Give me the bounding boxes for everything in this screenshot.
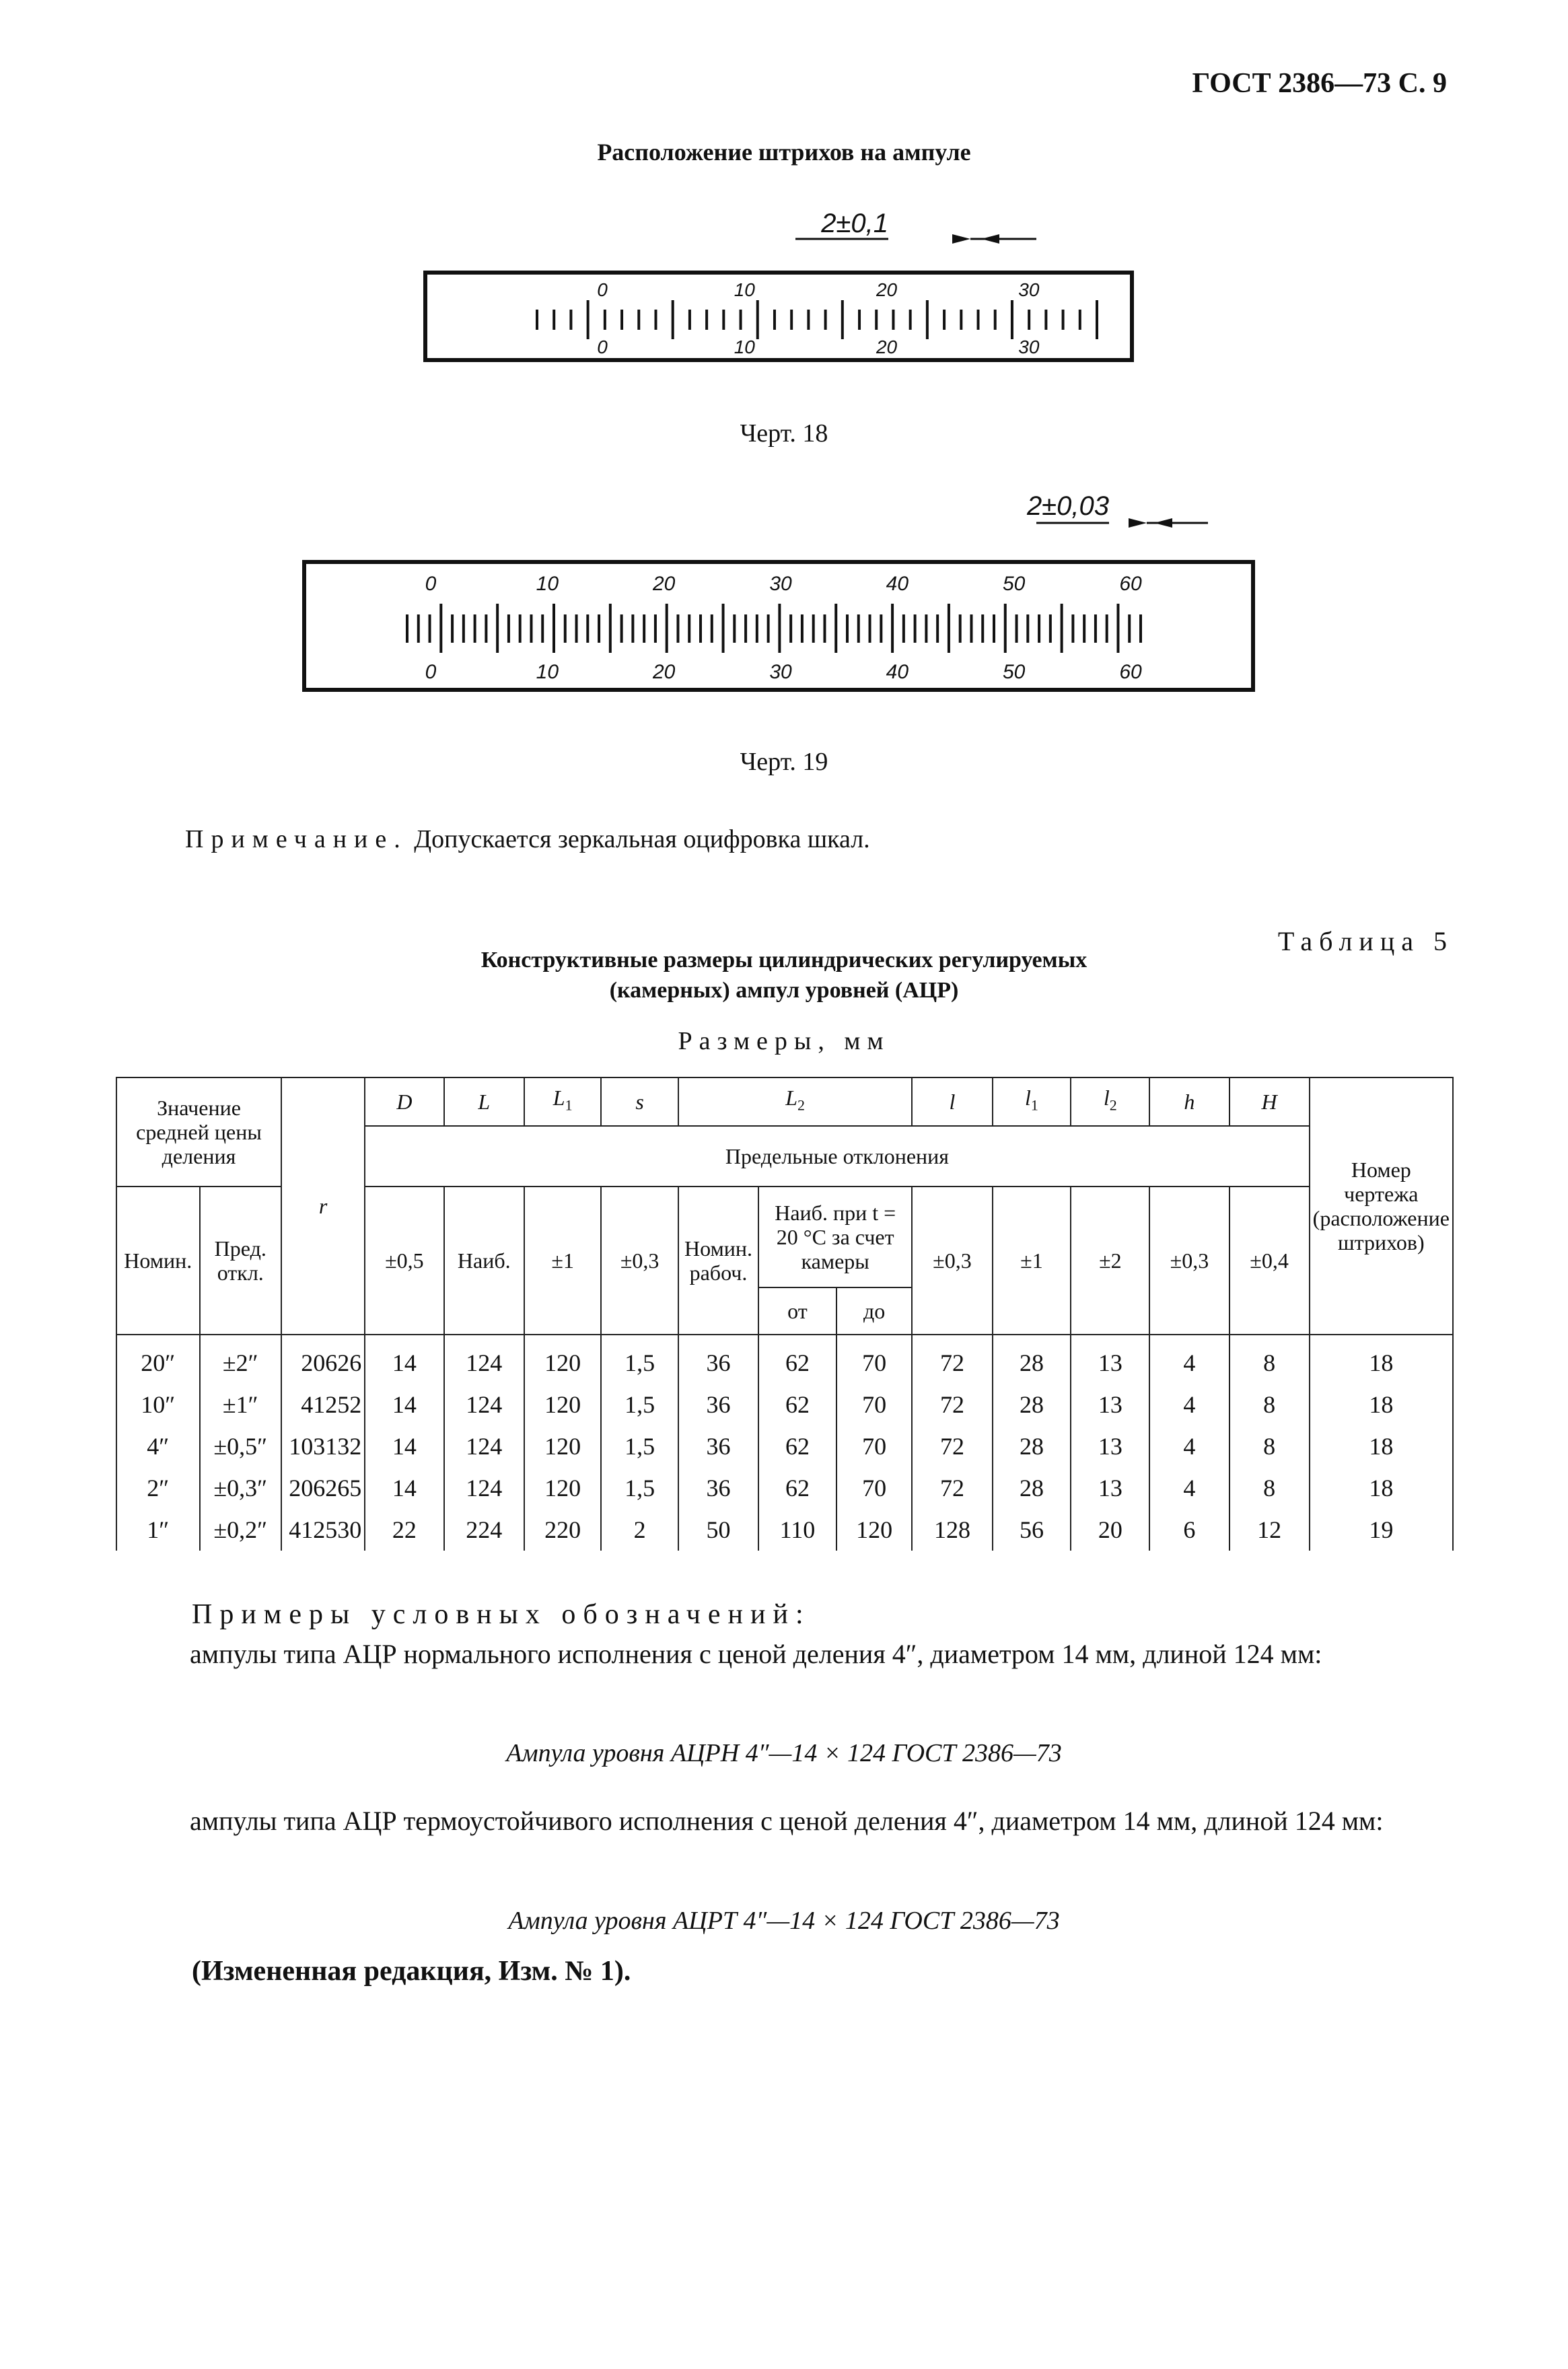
header-L1: $L_1$ bbox=[524, 1077, 601, 1126]
figure-18-drawing bbox=[417, 202, 1144, 370]
table-cell: 124 bbox=[444, 1335, 524, 1384]
table-cell: 13 bbox=[1071, 1425, 1149, 1467]
table-cell: 62 bbox=[758, 1425, 836, 1467]
figure-18-top-number: 30 bbox=[1018, 279, 1040, 300]
table-cell: ±0,3″ bbox=[200, 1467, 281, 1509]
table-cell: 8 bbox=[1230, 1384, 1310, 1425]
figure-19-bottom-number: 20 bbox=[652, 661, 676, 683]
header-dev-D: ±0,5 bbox=[365, 1187, 443, 1335]
table-cell: 206265 bbox=[281, 1467, 365, 1509]
header-H: H bbox=[1230, 1077, 1310, 1126]
table-cell: 128 bbox=[912, 1509, 992, 1551]
header-nominal: Номин. bbox=[116, 1187, 200, 1335]
table-row bbox=[116, 1384, 1453, 1425]
figure-19-bottom-number: 30 bbox=[769, 661, 792, 683]
arrow-left-icon bbox=[981, 234, 999, 244]
figure-19-top-number: 30 bbox=[769, 573, 792, 595]
figure-19-bottom-number: 50 bbox=[1002, 661, 1026, 683]
table-cell: 1,5 bbox=[601, 1425, 678, 1467]
table-cell: 8 bbox=[1230, 1467, 1310, 1509]
table-cell: 56 bbox=[993, 1509, 1071, 1551]
figure-19-top-number: 60 bbox=[1119, 573, 1142, 595]
table-cell: 19 bbox=[1310, 1509, 1453, 1551]
example-2-designation: Ампула уровня АЦРТ 4″—14 × 124 ГОСТ 2386—73 bbox=[508, 1907, 1060, 1935]
table-cell: 120 bbox=[524, 1384, 601, 1425]
table-cell: 412530 bbox=[281, 1509, 365, 1551]
header-to: до bbox=[836, 1287, 912, 1335]
table-cell: 41252 bbox=[281, 1384, 365, 1425]
table-cell: 72 bbox=[912, 1425, 992, 1467]
table-cell: 4 bbox=[1149, 1425, 1229, 1467]
table-number: Таблица 5 bbox=[1277, 926, 1454, 956]
figure-18-top-number: 0 bbox=[597, 279, 608, 300]
table-title-line-1: Конструктивные размеры цилиндрических регулируемых bbox=[480, 948, 1088, 973]
table-cell: 2″ bbox=[116, 1467, 200, 1509]
header-l2: $l_2$ bbox=[1071, 1077, 1149, 1126]
figure-18-top-number: 20 bbox=[876, 279, 898, 300]
figure-18-bottom-number: 20 bbox=[876, 337, 898, 357]
table-cell: 124 bbox=[444, 1425, 524, 1467]
figure-19-bottom-number: 0 bbox=[425, 661, 437, 683]
arrow-right-icon bbox=[1129, 518, 1147, 528]
figure-18-top-number: 10 bbox=[734, 279, 755, 300]
figure-19-top-number: 40 bbox=[886, 573, 909, 595]
header-L2: $L_2$ bbox=[678, 1077, 912, 1126]
table-cell: 14 bbox=[365, 1467, 443, 1509]
table-cell: 1,5 bbox=[601, 1467, 678, 1509]
table-cell: 120 bbox=[836, 1509, 912, 1551]
figure-19-caption: Черт. 19 bbox=[740, 748, 828, 776]
table-cell: 124 bbox=[444, 1467, 524, 1509]
table-cell: 4″ bbox=[116, 1425, 200, 1467]
table-cell: 14 bbox=[365, 1335, 443, 1384]
table-cell: ±2″ bbox=[200, 1335, 281, 1384]
table-cell: 28 bbox=[993, 1425, 1071, 1467]
figure-18-bottom-number: 0 bbox=[597, 337, 608, 357]
arrow-right-icon bbox=[952, 234, 970, 244]
header-h: h bbox=[1149, 1077, 1229, 1126]
example-1-text: ампулы типа АЦР нормального исполнения с ценой деления 4″, диаметром 14 мм, длиной 124 мм: bbox=[190, 1639, 1322, 1669]
table-cell: 14 bbox=[365, 1425, 443, 1467]
table-cell: 2 bbox=[601, 1509, 678, 1551]
table-cell: 28 bbox=[993, 1384, 1071, 1425]
table-cell: 13 bbox=[1071, 1335, 1149, 1384]
header-dev-h: ±0,3 bbox=[1149, 1187, 1229, 1335]
figure-19-top-number: 0 bbox=[425, 573, 437, 595]
table-cell: 4 bbox=[1149, 1467, 1229, 1509]
header-D: D bbox=[365, 1077, 443, 1126]
table-cell: ±1″ bbox=[200, 1384, 281, 1425]
header-limit-deviations: Предельные отклонения bbox=[365, 1126, 1309, 1187]
table-cell: 14 bbox=[365, 1384, 443, 1425]
arrow-left-icon bbox=[1154, 518, 1172, 528]
figure-18-title: Расположение штрихов на ампуле bbox=[597, 139, 971, 166]
table-cell: 72 bbox=[912, 1384, 992, 1425]
table-cell: 70 bbox=[836, 1425, 912, 1467]
header-dev-s: ±0,3 bbox=[601, 1187, 678, 1335]
table-cell: 13 bbox=[1071, 1467, 1149, 1509]
edited-note: (Измененная редакция, Изм. № 1). bbox=[192, 1956, 631, 1987]
header-dev-L: Наиб. bbox=[444, 1187, 524, 1335]
figure-18-caption: Черт. 18 bbox=[740, 419, 828, 448]
table-cell: 120 bbox=[524, 1467, 601, 1509]
table-row bbox=[116, 1467, 1453, 1509]
table-cell: ±0,2″ bbox=[200, 1509, 281, 1551]
table-cell: 62 bbox=[758, 1384, 836, 1425]
figure-18-bottom-number: 30 bbox=[1018, 337, 1040, 357]
figure-19-bottom-number: 60 bbox=[1119, 661, 1142, 683]
example-2-text: ампулы типа АЦР термоустойчивого исполнения с ценой деления 4″, диаметром 14 мм, длиной 124 мм: bbox=[190, 1806, 1384, 1836]
header-s: s bbox=[601, 1077, 678, 1126]
figure-18-bottom-number: 10 bbox=[734, 337, 755, 357]
table-cell: 50 bbox=[678, 1509, 758, 1551]
table-cell: 10″ bbox=[116, 1384, 200, 1425]
header-division-value: Значение средней цены деления bbox=[116, 1077, 281, 1187]
table-cell: 28 bbox=[993, 1467, 1071, 1509]
header-L2-max: Наиб. при t = 20 °С за счет камеры bbox=[758, 1187, 912, 1287]
header-l1: $l_1$ bbox=[993, 1077, 1071, 1126]
header-dev-l2: ±2 bbox=[1071, 1187, 1149, 1335]
table-cell: 28 bbox=[993, 1335, 1071, 1384]
table-cell: 62 bbox=[758, 1335, 836, 1384]
table-units: Размеры, мм bbox=[678, 1027, 890, 1055]
table-cell: 6 bbox=[1149, 1509, 1229, 1551]
figure-18-tolerance: 2±0,1 bbox=[821, 209, 888, 238]
note-text: Допускается зеркальная оцифровка шкал. bbox=[414, 825, 870, 853]
table-cell: 8 bbox=[1230, 1335, 1310, 1384]
header-l: l bbox=[912, 1077, 992, 1126]
note bbox=[185, 824, 870, 854]
table-cell: 220 bbox=[524, 1509, 601, 1551]
header-drawing-number: Номер чертежа (расположение штрихов) bbox=[1310, 1077, 1453, 1335]
table-cell: 103132 bbox=[281, 1425, 365, 1467]
table-cell: 13 bbox=[1071, 1384, 1149, 1425]
figure-19-top-number: 50 bbox=[1002, 573, 1026, 595]
table-cell: 1″ bbox=[116, 1509, 200, 1551]
table-cell: 110 bbox=[758, 1509, 836, 1551]
table-cell: 4 bbox=[1149, 1335, 1229, 1384]
table-cell: 36 bbox=[678, 1335, 758, 1384]
table-cell: 70 bbox=[836, 1467, 912, 1509]
table-cell: 20 bbox=[1071, 1509, 1149, 1551]
table-cell: 36 bbox=[678, 1384, 758, 1425]
header-dev-l: ±0,3 bbox=[912, 1187, 992, 1335]
table-cell: 20626 bbox=[281, 1335, 365, 1384]
table-cell: 72 bbox=[912, 1335, 992, 1384]
table-cell: 36 bbox=[678, 1467, 758, 1509]
table-row bbox=[116, 1425, 1453, 1467]
table-cell: 1,5 bbox=[601, 1384, 678, 1425]
table-cell: 224 bbox=[444, 1509, 524, 1551]
note-label: Примечание. bbox=[185, 825, 408, 853]
table-cell: 8 bbox=[1230, 1425, 1310, 1467]
header-limit-deviation: Пред. откл. bbox=[200, 1187, 281, 1335]
header-dev-H: ±0,4 bbox=[1230, 1187, 1310, 1335]
figure-19-tolerance: 2±0,03 bbox=[1026, 491, 1109, 521]
table-cell: 20″ bbox=[116, 1335, 200, 1384]
table-cell: 120 bbox=[524, 1335, 601, 1384]
table-cell: 36 bbox=[678, 1425, 758, 1467]
figure-19-drawing bbox=[296, 488, 1265, 703]
table-cell: 18 bbox=[1310, 1384, 1453, 1425]
table-cell: ±0,5″ bbox=[200, 1425, 281, 1467]
example-1-designation: Ампула уровня АЦРН 4″—14 × 124 ГОСТ 2386—73 bbox=[506, 1739, 1062, 1767]
table-cell: 18 bbox=[1310, 1335, 1453, 1384]
table-cell: 120 bbox=[524, 1425, 601, 1467]
table-row bbox=[116, 1335, 1453, 1384]
table-cell: 22 bbox=[365, 1509, 443, 1551]
figure-19-bottom-number: 10 bbox=[536, 661, 559, 683]
figure-19-top-number: 20 bbox=[652, 573, 676, 595]
table-cell: 124 bbox=[444, 1384, 524, 1425]
figure-19-bottom-number: 40 bbox=[886, 661, 909, 683]
table-cell: 70 bbox=[836, 1384, 912, 1425]
table-title-line-2: (камерных) ампул уровней (АЦР) bbox=[609, 978, 959, 1003]
table-cell: 18 bbox=[1310, 1467, 1453, 1509]
table-cell: 18 bbox=[1310, 1425, 1453, 1467]
header-r: r bbox=[281, 1077, 365, 1335]
table-cell: 70 bbox=[836, 1335, 912, 1384]
header-L2-nominal: Номин. рабоч. bbox=[678, 1187, 758, 1335]
table-cell: 12 bbox=[1230, 1509, 1310, 1551]
dimensions-table bbox=[116, 1077, 1454, 1551]
header-from: от bbox=[758, 1287, 836, 1335]
table-cell: 1,5 bbox=[601, 1335, 678, 1384]
table-cell: 72 bbox=[912, 1467, 992, 1509]
table-cell: 62 bbox=[758, 1467, 836, 1509]
table-row bbox=[116, 1509, 1453, 1551]
page-header: ГОСТ 2386—73 С. 9 bbox=[1192, 68, 1447, 99]
header-L: L bbox=[444, 1077, 524, 1126]
table-cell: 4 bbox=[1149, 1384, 1229, 1425]
figure-19-top-number: 10 bbox=[536, 573, 559, 595]
header-dev-l1: ±1 bbox=[993, 1187, 1071, 1335]
examples-heading: Примеры условных обозначений: bbox=[192, 1599, 811, 1630]
header-dev-L1: ±1 bbox=[524, 1187, 601, 1335]
